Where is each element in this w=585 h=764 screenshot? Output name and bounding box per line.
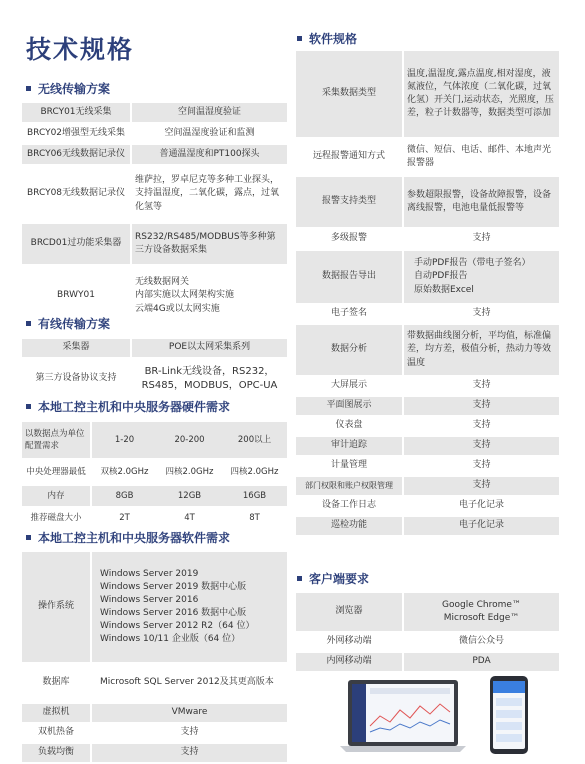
table-row [296,305,559,323]
table-cell: 参数超限报警，设备故障报警，设备离线报警，电池电量低报警等 [404,177,559,227]
table-cell: 仪表盘 [296,417,404,435]
table-cell: BR-Link无线设备，RS232，RS485，MODBUS，OPC-UA [132,359,287,399]
page-title: 技术规格 [26,35,135,64]
table-cell: 维萨拉，罗卓尼克等多种工业探头，支持温湿度，二氧化碳，露点，过氧化氢等 [132,166,287,222]
table-cell: 数据报告导出 [296,251,404,303]
table-cell: BRCD01过功能采集器 [22,224,132,264]
table-cell: 设备工作日志 [296,497,404,515]
table-row [296,229,559,249]
table-cell: BRCY02增强型无线采集 [22,124,132,143]
table-cell: 普通温湿度和PT100探头 [132,145,287,164]
table-cell: 双核2.0GHz [92,460,157,484]
table-cell: RS232/RS485/MODBUS等多种第三方设备数据采集 [132,224,287,264]
software-spec-table [296,49,559,537]
section-heading-software-req: 本地工控主机和中央服务器软件需求 [26,529,230,545]
table-cell: 微信公众号 [404,633,559,651]
hardware-table [22,420,287,530]
table-cell: 16GB [222,486,287,506]
table-row [22,508,287,528]
table-cell: POE以太网采集系列 [132,339,287,357]
table-cell: 远程报警通知方式 [296,139,404,175]
devices-illustration [340,676,540,756]
bullet-square-icon [297,36,302,41]
table-cell: 浏览器 [296,593,404,631]
table-row [22,103,287,122]
table-cell: 四核2.0GHz [222,460,287,484]
table-row [296,457,559,475]
table-cell: 多级报警 [296,229,404,249]
table-cell: 部门权限和账户权限管理 [296,477,404,495]
table-cell: 4T [157,508,222,528]
table-row [296,517,559,535]
table-cell: 以数据点为单位配置需求 [22,422,92,458]
table-cell: 内网移动端 [296,653,404,671]
table-cell: 无线数据网关 内部实施以太网架构实施 云端4G或以太网实施 [132,266,287,326]
wired-table [22,337,287,401]
table-cell: 大屏展示 [296,377,404,395]
table-cell: 支持 [404,305,559,323]
table-cell: 支持 [404,229,559,249]
table-cell: 电子化记录 [404,517,559,535]
table-cell: BRCY08无线数据记录仪 [22,166,132,222]
table-cell: 推荐磁盘大小 [22,508,92,528]
table-cell: 微信、短信、电话、邮件、本地声光报警器 [404,139,559,175]
table-cell: 空间温湿度验证 [132,103,287,122]
table-row [22,166,287,222]
table-row [22,224,287,264]
table-row [296,177,559,227]
table-cell: BRCY01无线采集 [22,103,132,122]
table-row [296,397,559,415]
table-cell: PDA [404,653,559,671]
table-cell: Microsoft SQL Server 2012及其更高版本 [92,664,287,702]
software-req-table [22,550,287,764]
table-row [22,460,287,484]
table-cell: 双机热备 [22,724,92,742]
bullet-square-icon [26,535,31,540]
table-cell: 1-20 [92,422,157,458]
table-cell: 8GB [92,486,157,506]
table-cell: 审计追踪 [296,437,404,455]
section-heading-client: 客户端要求 [297,570,369,586]
table-cell: 数据库 [22,664,92,702]
table-cell: 手动PDF报告（带电子签名） 自动PDF报告 原始数据Excel [404,251,559,303]
table-cell: 8T [222,508,287,528]
section-heading-wireless: 无线传输方案 [26,80,110,96]
table-row [296,437,559,455]
bullet-square-icon [297,576,302,581]
table-cell: 支持 [404,477,559,495]
table-cell: 操作系统 [22,552,92,662]
table-cell: 计量管理 [296,457,404,475]
table-cell: 支持 [404,397,559,415]
table-row [22,124,287,143]
table-cell: 电子化记录 [404,497,559,515]
table-cell: 数据分析 [296,325,404,375]
table-cell: 支持 [404,377,559,395]
table-row [296,51,559,137]
table-cell: 采集数据类型 [296,51,404,137]
table-cell: 20-200 [157,422,222,458]
table-row [22,724,287,742]
table-cell: 支持 [404,417,559,435]
section-heading-software-spec: 软件规格 [297,30,357,46]
table-cell: Google Chrome™ Microsoft Edge™ [404,593,559,631]
table-cell: 虚拟机 [22,704,92,722]
table-cell: 巡检功能 [296,517,404,535]
table-cell: 支持 [92,724,287,742]
table-cell: 四核2.0GHz [157,460,222,484]
laptop-image [340,680,466,752]
table-row [296,139,559,175]
table-row [22,145,287,164]
table-cell: 第三方设备协议支持 [22,359,132,399]
table-cell: 支持 [404,437,559,455]
table-cell: 电子签名 [296,305,404,323]
table-cell: 2T [92,508,157,528]
table-cell: 200以上 [222,422,287,458]
bullet-square-icon [26,321,31,326]
table-row [22,552,287,662]
table-cell: BRCY06无线数据记录仪 [22,145,132,164]
table-row [22,664,287,702]
table-row [22,422,287,458]
table-cell: 空间温湿度验证和监测 [132,124,287,143]
wireless-table [22,101,287,328]
section-heading-wired: 有线传输方案 [26,315,110,331]
table-cell: 带数据曲线图分析，平均值，标准偏差，均方差，极值分析，热动力等效温度 [404,325,559,375]
table-cell: 中央处理器最低 [22,460,92,484]
table-row [22,704,287,722]
table-cell: BRWY01 [22,266,132,326]
table-row [296,377,559,395]
table-row [296,251,559,303]
client-table [296,591,559,673]
bullet-square-icon [26,404,31,409]
table-row [296,417,559,435]
table-cell: 采集器 [22,339,132,357]
section-heading-hardware: 本地工控主机和中央服务器硬件需求 [26,398,230,414]
table-row [22,339,287,357]
table-cell: 平面图展示 [296,397,404,415]
table-cell: 支持 [404,457,559,475]
table-row [22,486,287,506]
table-cell: 报警支持类型 [296,177,404,227]
table-cell: 外网移动端 [296,633,404,651]
table-row [22,359,287,399]
table-cell: 12GB [157,486,222,506]
table-row [296,477,559,495]
phone-image [490,676,528,754]
bullet-square-icon [26,86,31,91]
table-row [296,653,559,671]
table-row [22,744,287,762]
table-cell: VMware [92,704,287,722]
table-cell: 负载均衡 [22,744,92,762]
table-row [296,593,559,631]
table-cell: 温度,温湿度,露点温度,相对湿度，液氮液位，气体浓度（二氧化碳，过氧化氢）开关门,运动状态，光照度，压差，粒子计数器等，数据类型可添加 [404,51,559,137]
table-row [296,633,559,651]
table-row [296,497,559,515]
table-cell: 支持 [92,744,287,762]
table-cell: 内存 [22,486,92,506]
table-cell: Windows Server 2019 Windows Server 2019 数据中心版 Windows Server 2016 Windows Server 2016 数据中心版 Windows Server 2012 R2（64 位） Windows 10/11 企业版（64 位） [92,552,287,662]
table-row [296,325,559,375]
